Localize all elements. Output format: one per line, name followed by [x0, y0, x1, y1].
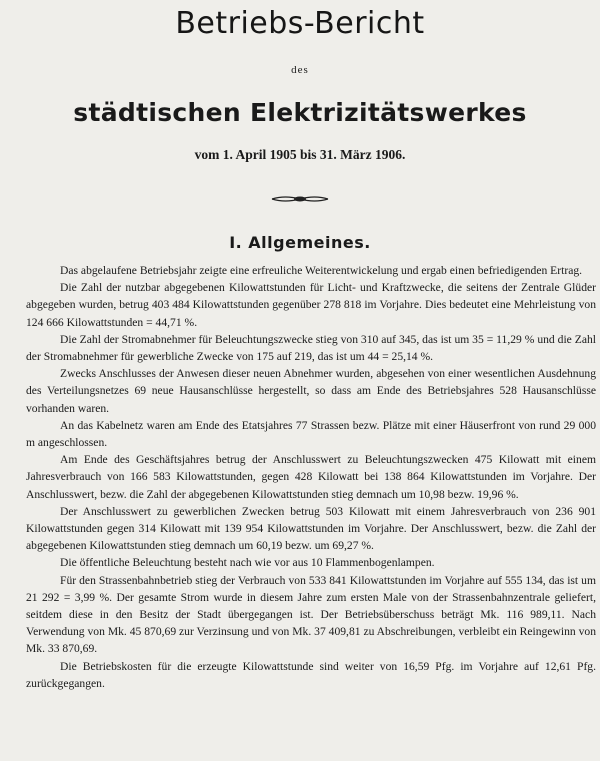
report-subtitle: städtischen Elektrizitätswerkes: [73, 98, 527, 127]
paragraph: Die Zahl der nutzbar abgegebenen Kilowattstunden für Licht- und Kraftzwecke, die seitens der Zentrale Glüder abgegeben wurden, betrug 403 484 Kilowattstunden gegenüber 278 818 im Vorjahre. Dies bedeutet eine Mehrleistung von 124 666 Kilowattstunden = 44,71 %.: [26, 281, 596, 329]
paragraph: Für den Strassenbahnbetrieb stieg der Verbrauch von 533 841 Kilowattstunden im Vorjahre auf 555 134, das ist um 21 292 = 3,99 %. Der gesamte Strom wurde in diesem Jahre zum ersten Male von der Strassenbahnzentrale geliefert, seitdem diese in den Besitz der Stadt übergegangen ist. Der Betriebsüberschuss beträgt Mk. 116 989,11. Nach Verwendung von Mk. 45 870,69 zur Verzinsung und von Mk. 37 409,81 zu Abschreibungen, verbleibt ein Reingewinn von Mk. 33 870,69.: [26, 573, 596, 656]
paragraph: Die öffentliche Beleuchtung besteht nach wie vor aus 10 Flammenbogenlampen.: [60, 556, 435, 570]
divider-ornament-icon: [270, 193, 330, 205]
report-title: Betriebs-Bericht: [175, 6, 425, 41]
report-period: vom 1. April 1905 bis 31. März 1906.: [194, 147, 406, 162]
paragraph: Der Anschlusswert zu gewerblichen Zwecken betrug 503 Kilowatt mit einem Jahresverbrauch von 236 901 Kilowattstunden gegen 314 Kilowatt mit 139 954 Kilowattstunden im Vorjahre. Der Anschlusswert, bezw. die Zahl der abgegebenen Kilowattstunden stieg demnach um 60,19 bezw. um 69,27 %.: [26, 504, 596, 553]
paragraph: An das Kabelnetz waren am Ende des Etatsjahres 77 Strassen bezw. Plätze mit einer Häuserfront von rund 29 000 m angeschlossen.: [26, 418, 596, 450]
paragraph: Zwecks Anschlusses der Anwesen dieser neuen Abnehmer wurden, abgesehen von einer wesentlichen Ausdehnung des Verteilungsnetzes 69 neue Hausanschlüsse hergestellt, so dass am Ende des Betriebsjahres 528 Hausanschlüsse vorhanden waren.: [26, 367, 596, 415]
paragraph: Die Betriebskosten für die erzeugte Kilowattstunde sind weiter von 16,59 Pfg. im Vorjahre auf 12,61 Pfg. zurückgegangen.: [26, 659, 596, 690]
paragraph: Am Ende des Geschäftsjahres betrug der Anschlusswert zu Beleuchtungszwecken 475 Kilowatt mit einem Jahresverbrauch von 166 583 Kilowattstunden, gegen 428 Kilowatt bei 138 864 Kilowattstunden im Vorjahre. Der Anschlusswert, bezw. die Zahl der abgegebenen Kilowattstunden stieg demnach um 10,98 bezw. 19,96 %.: [26, 453, 596, 501]
report-body: [26, 262, 596, 692]
section-heading: I. Allgemeines.: [229, 233, 371, 252]
paragraph: Das abgelaufene Betriebsjahr zeigte eine erfreuliche Weiterentwickelung und ergab einen befriedigenden Ertrag.: [60, 264, 583, 277]
paragraph: Die Zahl der Stromabnehmer für Beleuchtungszwecke stieg von 310 auf 345, das ist um 35 = 11,29 % und die Zahl der Stromabnehmer für gewerbliche Zwecke von 175 auf 219, das ist um 44 = 25,14 %.: [26, 332, 596, 364]
title-connector: des: [291, 64, 309, 76]
